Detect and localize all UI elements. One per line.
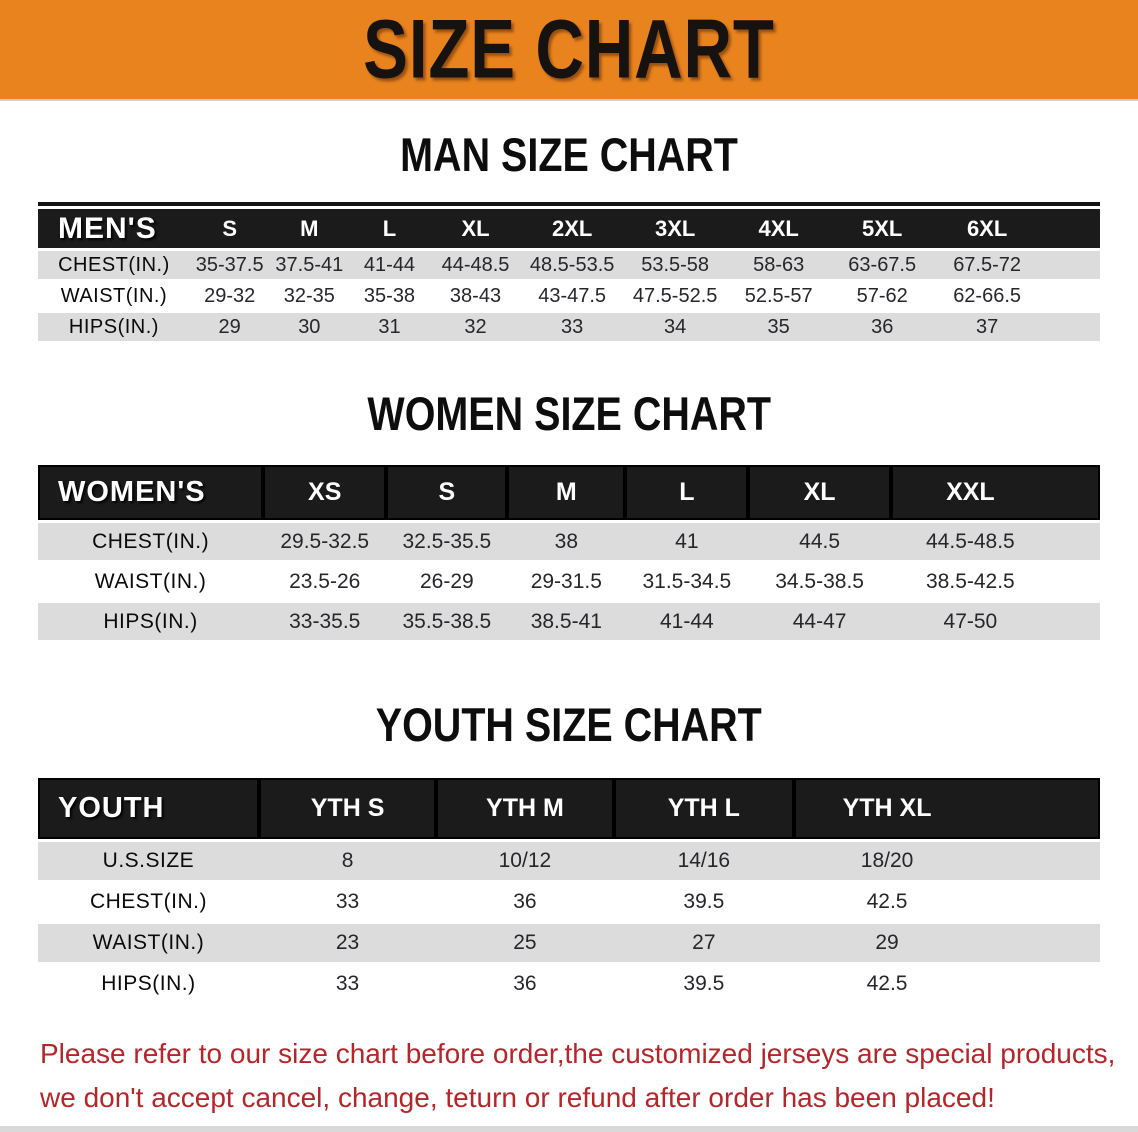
size-value-cell: 29	[190, 313, 270, 344]
youth-table-wrap	[38, 778, 1100, 1006]
size-value-cell: 31.5-34.5	[625, 563, 748, 603]
size-value-cell: 35.5-38.5	[386, 603, 507, 643]
size-column-header: M	[507, 465, 625, 523]
row-label: HIPS(IN.)	[38, 603, 263, 643]
size-value-cell: 33	[259, 883, 436, 924]
size-value-cell: 32-35	[270, 282, 350, 313]
size-column-header: YTH XL	[794, 778, 1100, 842]
size-value-cell: 35-38	[349, 282, 430, 313]
size-column-header: L	[625, 465, 748, 523]
table-row	[38, 842, 1100, 883]
size-column-header: XL	[748, 465, 890, 523]
womens-table-wrap	[38, 465, 1100, 643]
size-column-header: 4XL	[727, 206, 830, 251]
table-row	[38, 603, 1100, 643]
size-value-cell: 38-43	[430, 282, 521, 313]
size-value-cell: 41-44	[349, 251, 430, 282]
size-value-cell: 47-50	[891, 603, 1100, 643]
size-column-header: S	[386, 465, 507, 523]
size-value-cell: 57-62	[830, 282, 934, 313]
size-column-header: YTH S	[259, 778, 436, 842]
size-value-cell: 62-66.5	[934, 282, 1100, 313]
size-value-cell: 37.5-41	[270, 251, 350, 282]
size-value-cell: 36	[436, 883, 613, 924]
size-column-header: 5XL	[830, 206, 934, 251]
row-label: CHEST(IN.)	[38, 251, 190, 282]
size-column-header: XXL	[891, 465, 1100, 523]
row-label: HIPS(IN.)	[38, 965, 259, 1006]
table-corner-label: MEN'S	[38, 206, 190, 251]
size-value-cell: 38	[507, 523, 625, 563]
bottom-edge-strip	[0, 1126, 1138, 1132]
row-label: CHEST(IN.)	[38, 523, 263, 563]
size-column-header: M	[270, 206, 350, 251]
size-value-cell: 52.5-57	[727, 282, 830, 313]
size-value-cell: 39.5	[614, 965, 795, 1006]
row-label: WAIST(IN.)	[38, 282, 190, 313]
size-value-cell: 10/12	[436, 842, 613, 883]
size-value-cell: 41	[625, 523, 748, 563]
size-value-cell: 36	[436, 965, 613, 1006]
size-value-cell: 27	[614, 924, 795, 965]
table-row	[38, 313, 1100, 344]
size-value-cell: 53.5-58	[623, 251, 727, 282]
size-value-cell: 29-31.5	[507, 563, 625, 603]
size-value-cell: 37	[934, 313, 1100, 344]
disclaimer-line-2: we don't accept cancel, change, teturn or refund after order has been placed!	[40, 1082, 995, 1113]
size-value-cell: 44-48.5	[430, 251, 521, 282]
table-corner-label: WOMEN'S	[38, 465, 263, 523]
youth-size-table	[38, 778, 1100, 1006]
size-value-cell: 35	[727, 313, 830, 344]
size-value-cell: 39.5	[614, 883, 795, 924]
size-value-cell: 14/16	[614, 842, 795, 883]
size-value-cell: 47.5-52.5	[623, 282, 727, 313]
table-header-row	[38, 465, 1100, 523]
size-value-cell: 35-37.5	[190, 251, 270, 282]
size-value-cell: 29.5-32.5	[263, 523, 386, 563]
youth-section-heading: YOUTH SIZE CHART	[375, 698, 763, 751]
size-column-header: XS	[263, 465, 386, 523]
table-row	[38, 523, 1100, 563]
table-header-row	[38, 778, 1100, 842]
size-value-cell: 30	[270, 313, 350, 344]
size-value-cell: 23	[259, 924, 436, 965]
row-label: HIPS(IN.)	[38, 313, 190, 344]
size-value-cell: 29	[794, 924, 1100, 965]
size-value-cell: 58-63	[727, 251, 830, 282]
row-label: WAIST(IN.)	[38, 563, 263, 603]
size-value-cell: 67.5-72	[934, 251, 1100, 282]
size-value-cell: 23.5-26	[263, 563, 386, 603]
size-value-cell: 44-47	[748, 603, 890, 643]
women-section-heading: WOMEN SIZE CHART	[367, 387, 771, 440]
row-label: U.S.SIZE	[38, 842, 259, 883]
row-label: WAIST(IN.)	[38, 924, 259, 965]
size-value-cell: 25	[436, 924, 613, 965]
table-row	[38, 965, 1100, 1006]
size-chart-banner	[0, 0, 1138, 101]
size-column-header: 2XL	[521, 206, 623, 251]
table-row	[38, 883, 1100, 924]
table-row	[38, 924, 1100, 965]
size-value-cell: 34	[623, 313, 727, 344]
size-value-cell: 31	[349, 313, 430, 344]
size-value-cell: 32	[430, 313, 521, 344]
size-value-cell: 18/20	[794, 842, 1100, 883]
mens-size-table	[38, 202, 1100, 344]
man-section-heading: MAN SIZE CHART	[400, 128, 738, 181]
table-corner-label: YOUTH	[38, 778, 259, 842]
size-value-cell: 29-32	[190, 282, 270, 313]
size-value-cell: 44.5-48.5	[891, 523, 1100, 563]
row-label: CHEST(IN.)	[38, 883, 259, 924]
size-value-cell: 42.5	[794, 965, 1100, 1006]
banner-title: SIZE CHART	[363, 2, 775, 96]
table-row	[38, 563, 1100, 603]
size-value-cell: 38.5-42.5	[891, 563, 1100, 603]
size-value-cell: 36	[830, 313, 934, 344]
table-row	[38, 282, 1100, 313]
size-value-cell: 34.5-38.5	[748, 563, 890, 603]
size-value-cell: 43-47.5	[521, 282, 623, 313]
size-value-cell: 33	[521, 313, 623, 344]
size-value-cell: 63-67.5	[830, 251, 934, 282]
size-value-cell: 8	[259, 842, 436, 883]
size-value-cell: 44.5	[748, 523, 890, 563]
size-column-header: L	[349, 206, 430, 251]
table-row	[38, 251, 1100, 282]
disclaimer-line-1: Please refer to our size chart before order,the customized jerseys are special products,	[40, 1038, 1116, 1069]
size-value-cell: 33-35.5	[263, 603, 386, 643]
size-value-cell: 48.5-53.5	[521, 251, 623, 282]
size-value-cell: 32.5-35.5	[386, 523, 507, 563]
size-column-header: YTH M	[436, 778, 613, 842]
size-value-cell: 26-29	[386, 563, 507, 603]
size-column-header: YTH L	[614, 778, 795, 842]
table-header-row	[38, 206, 1100, 251]
size-value-cell: 42.5	[794, 883, 1100, 924]
size-column-header: 6XL	[934, 206, 1100, 251]
size-value-cell: 33	[259, 965, 436, 1006]
size-column-header: 3XL	[623, 206, 727, 251]
mens-table-wrap	[38, 202, 1100, 344]
womens-size-table	[38, 465, 1100, 643]
size-value-cell: 41-44	[625, 603, 748, 643]
size-column-header: XL	[430, 206, 521, 251]
disclaimer-note	[40, 1032, 1138, 1120]
size-value-cell: 38.5-41	[507, 603, 625, 643]
size-column-header: S	[190, 206, 270, 251]
